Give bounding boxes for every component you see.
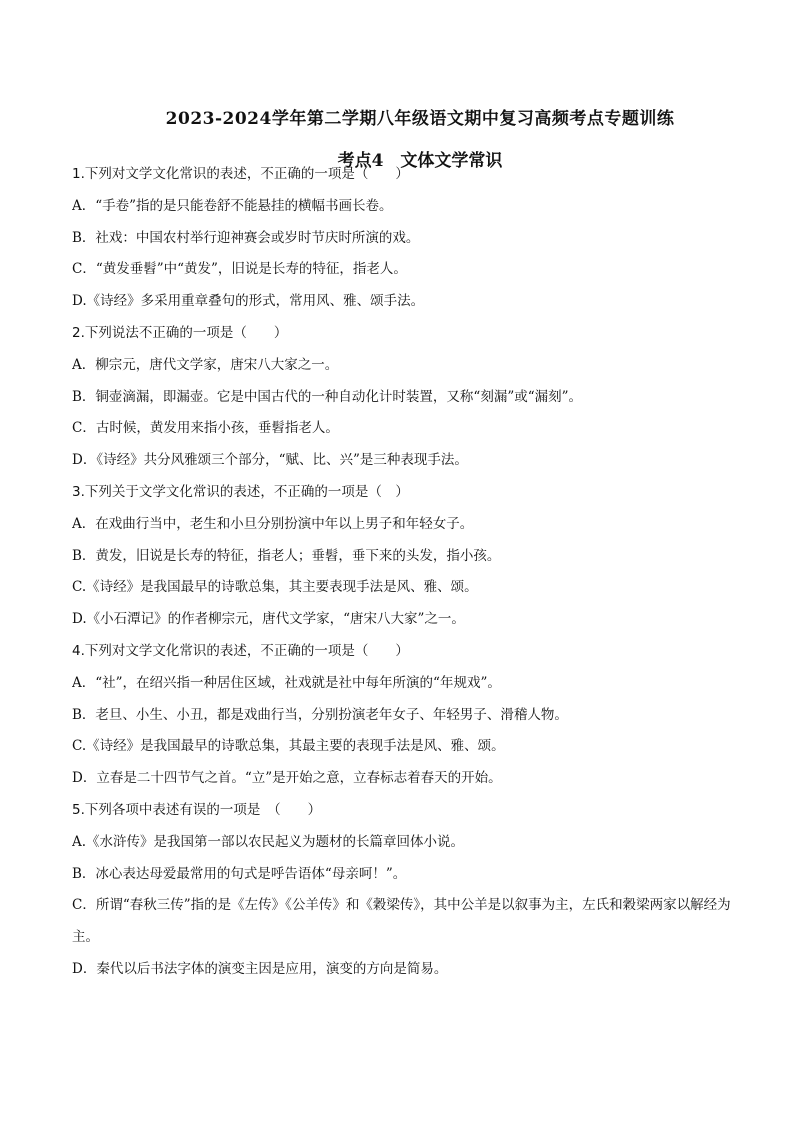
question-option: B．冰心表达母爱最常用的句式是呼告语体“母亲呵！”。 xyxy=(72,865,407,882)
question-option: D.《诗经》多采用重章叠句的形式，常用风、雅、颂手法。 xyxy=(72,293,425,310)
question-option: D．立春是二十四节气之首。“立”是开始之意，立春标志着春天的开始。 xyxy=(72,770,502,787)
question-option: A．“社”，在绍兴指一种居住区域，社戏就是社中每年所演的“年规戏”。 xyxy=(72,674,501,691)
question-option: B．社戏：中国农村举行迎神赛会或岁时节庆时所演的戏。 xyxy=(72,229,420,246)
question-option: D.《小石潭记》的作者柳宗元，唐代文学家，“唐宋八大家”之一。 xyxy=(72,611,465,628)
question-option: D．秦代以后书法字体的演变主因是应用，演变的方向是简易。 xyxy=(72,960,448,977)
question-stem: 5.下列各项中表述有误的一项是 （ ） xyxy=(72,801,322,818)
question-option: C.《诗经》是我国最早的诗歌总集，其最主要的表现手法是风、雅、颂。 xyxy=(72,738,505,755)
question-option: A．柳宗元，唐代文学家，唐宋八大家之一。 xyxy=(72,356,339,373)
question-option: A．在戏曲行当中，老生和小旦分别扮演中年以上男子和年轻女子。 xyxy=(72,515,474,532)
question-option: A．“手卷”指的是只能卷舒不能悬挂的横幅书画长卷。 xyxy=(72,197,393,214)
question-stem: 2.下列说法不正确的一项是（ ） xyxy=(72,324,288,341)
question-stem: 1.下列对文学文化常识的表述，不正确的一项是（ ） xyxy=(72,166,409,182)
question-option: D．《诗经》共分风雅颂三个部分，“赋、比、兴”是三种表现手法。 xyxy=(72,452,468,469)
document-subtitle: 考点4 文体文学常识 xyxy=(337,151,503,171)
question-stem: 4.下列对文学文化常识的表述，不正确的一项是（ ） xyxy=(72,642,409,659)
question-option: B．老旦、小生、小丑，都是戏曲行当，分别扮演老年女子、年轻男子、滑稽人物。 xyxy=(72,706,568,723)
question-option: C．古时候，黄发用来指小孩，垂髫指老人。 xyxy=(72,420,339,437)
question-stem: 3.下列关于文学文化常识的表述，不正确的一项是（ ） xyxy=(72,483,409,500)
question-option: B．铜壶滴漏，即漏壶。它是中国古代的一种自动化计时装置，又称“刻漏”或“漏刻”。 xyxy=(72,388,583,405)
question-option: C．所谓“春秋三传”指的是《左传》《公羊传》和《穀梁传》，其中公羊是以叙事为主，左氏和穀梁两家以解经为主。 xyxy=(72,897,731,946)
document-title: 2023-2024学年第二学期八年级语文期中复习高频考点专题训练 xyxy=(165,109,675,129)
question-option: A.《水浒传》是我国第一部以农民起义为题材的长篇章回体小说。 xyxy=(72,833,465,850)
question-list xyxy=(72,159,736,986)
question-option: C.《诗经》是我国最早的诗歌总集，其主要表现手法是风、雅、颂。 xyxy=(72,579,478,596)
question-option: C．“黄发垂髫”中“黄发”，旧说是长寿的特征，指老人。 xyxy=(72,261,407,278)
question-option: B．黄发，旧说是长寿的特征，指老人；垂髫，垂下来的头发，指小孩。 xyxy=(72,547,501,564)
